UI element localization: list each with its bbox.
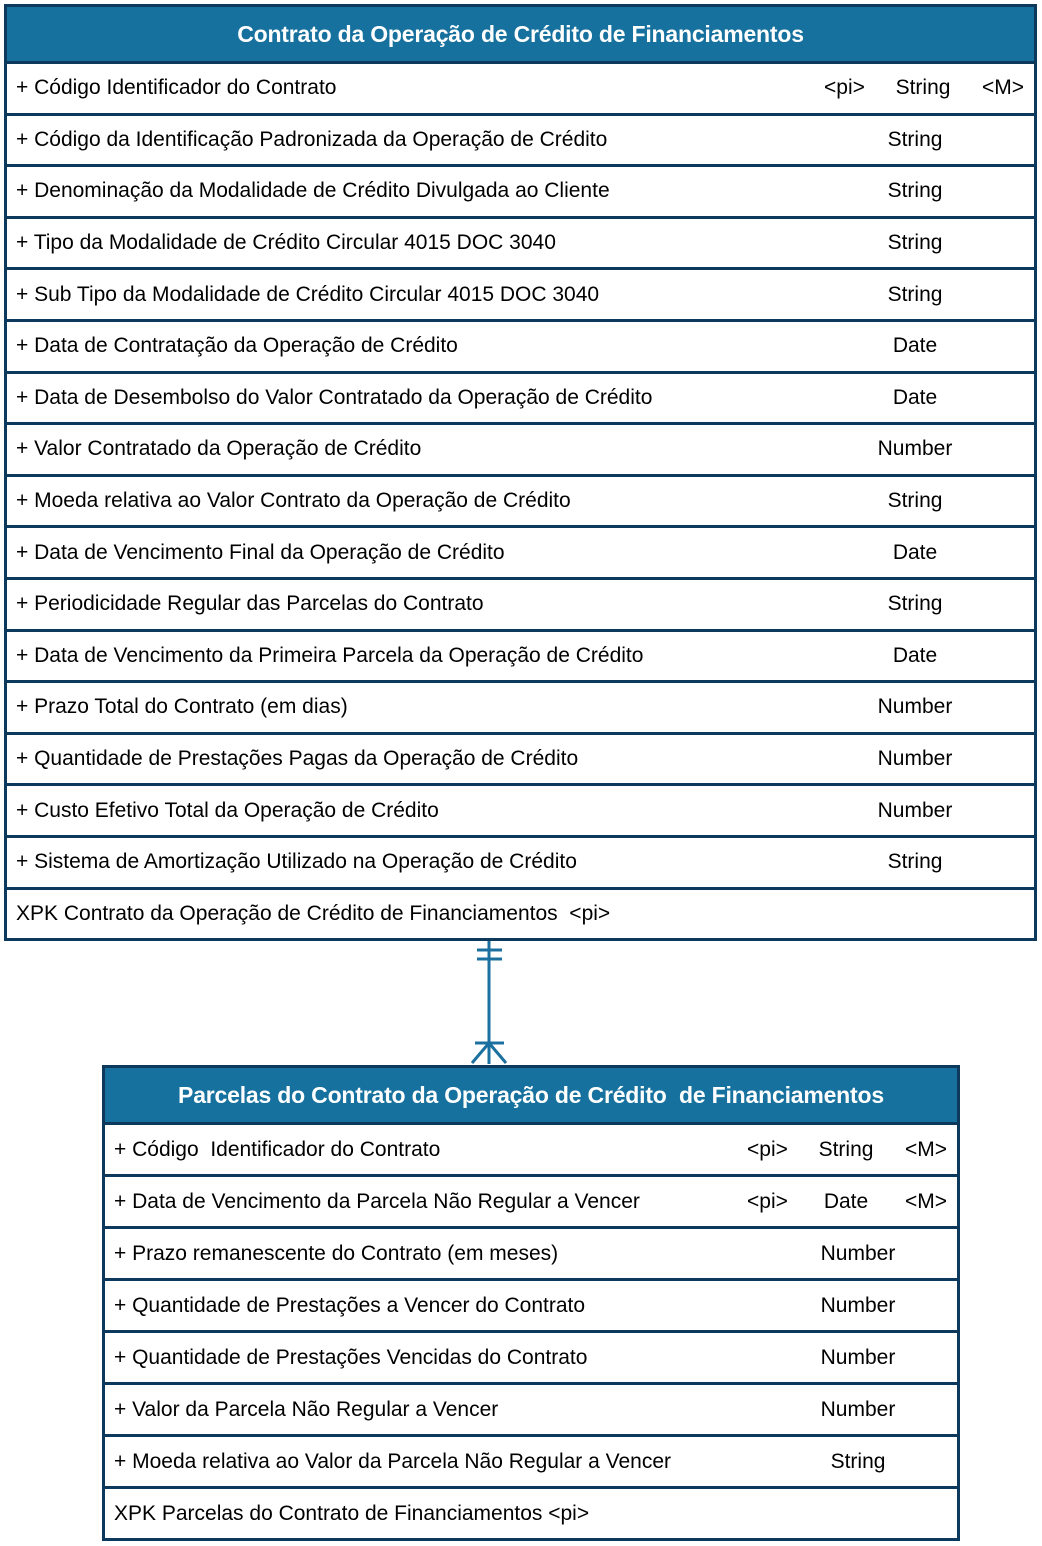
mandatory-tag: <M> [904,1189,947,1213]
attribute-row [7,319,1034,371]
attribute-name: + Data de Contratação da Operação de Crédito [16,334,458,358]
attribute-name: + Sistema de Amortização Utilizado na Operação de Crédito [16,850,577,874]
attribute-name: + Sub Tipo da Modalidade de Crédito Circular 4015 DOC 3040 [16,282,600,306]
attribute-name: + Data de Vencimento Final da Operação de Crédito [16,540,505,564]
mandatory-tag: <M> [981,76,1024,100]
attribute-name: + Quantidade de Prestações Vencidas do Contrato [114,1345,588,1369]
attribute-row [105,1330,957,1382]
attribute-name: + Custo Efetivo Total da Operação de Crédito [16,798,439,822]
attribute-name: + Quantidade de Prestações Pagas da Operação de Crédito [16,747,579,771]
entity-title: Contrato da Operação de Crédito de Financiamentos [7,7,1034,61]
cardinality-many-crow-foot-icon [472,1043,506,1063]
attribute-type-group [824,76,1034,100]
attribute-row [105,1226,957,1278]
attribute-type: String [887,850,943,874]
entity-parcelas-contrato[interactable] [102,1065,960,1541]
attribute-type: String [818,1137,874,1161]
primary-key-label: XPK Contrato da Operação de Crédito de Financiamentos <pi> [16,901,611,925]
attribute-type: String [887,179,943,203]
attribute-name: + Prazo Total do Contrato (em dias) [16,695,348,719]
attribute-name: + Data de Desembolso do Valor Contratado da Operação de Crédito [16,385,653,409]
attribute-row [105,1278,957,1330]
entity-title: Parcelas do Contrato da Operação de Crédito de Financiamentos [105,1068,957,1122]
attribute-row [7,577,1034,629]
attribute-row [7,680,1034,732]
attribute-row [7,113,1034,165]
attribute-name: + Valor Contratado da Operação de Crédito [16,437,422,461]
attribute-name: + Data de Vencimento da Parcela Não Regular a Vencer [114,1189,640,1213]
attribute-name: + Tipo da Modalidade de Crédito Circular 4015 DOC 3040 [16,231,556,255]
attribute-row [7,474,1034,526]
attribute-row [7,732,1034,784]
entity-contrato-operacao-credito[interactable] [4,4,1037,941]
attribute-row [7,216,1034,268]
attribute-row [7,422,1034,474]
attribute-type: String [887,592,943,616]
attribute-type: String [887,282,943,306]
pi-tag: <pi> [824,76,865,100]
attribute-row [7,525,1034,577]
attribute-type: Number [877,747,953,771]
attribute-type: Date [892,540,938,564]
attribute-row [7,783,1034,835]
attribute-type: String [887,489,943,513]
attribute-name: + Código Identificador do Contrato [114,1137,441,1161]
primary-key-label: XPK Parcelas do Contrato de Financiamentos <pi> [114,1501,590,1525]
attribute-name: + Periodicidade Regular das Parcelas do Contrato [16,592,484,616]
attribute-type: String [895,76,951,100]
attribute-row [105,1382,957,1434]
mandatory-tag: <M> [904,1137,947,1161]
attribute-type-group [747,1190,957,1214]
attribute-type: Number [877,798,953,822]
pi-tag: <pi> [747,1137,788,1161]
attribute-type: Number [820,1345,896,1369]
attribute-type: String [887,127,943,151]
attribute-type: Number [820,1293,896,1317]
attribute-type: Number [877,695,953,719]
attribute-type: String [830,1449,886,1473]
attribute-name: + Código da Identificação Padronizada da Operação de Crédito [16,127,608,151]
attribute-type: Date [892,385,938,409]
attribute-name: + Código Identificador do Contrato [16,76,337,100]
cardinality-one-double-tick-icon [477,950,502,959]
attribute-name: + Prazo remanescente do Contrato (em meses) [114,1241,559,1265]
pi-tag: <pi> [747,1189,788,1213]
attribute-name: + Quantidade de Prestações a Vencer do Contrato [114,1293,586,1317]
attribute-row [7,371,1034,423]
attribute-type-group [747,1138,957,1162]
attribute-type: String [887,231,943,255]
attribute-name: + Data de Vencimento da Primeira Parcela da Operação de Crédito [16,643,644,667]
attribute-type: Number [820,1241,896,1265]
attribute-row [7,61,1034,113]
attribute-type: Date [892,643,938,667]
attribute-row [7,164,1034,216]
primary-key-row [105,1486,957,1538]
primary-key-row [7,887,1034,939]
attribute-name: + Valor da Parcela Não Regular a Vencer [114,1397,499,1421]
attribute-type: Date [823,1189,869,1213]
attribute-row [105,1122,957,1174]
attribute-name: + Moeda relativa ao Valor Contrato da Operação de Crédito [16,489,571,513]
attribute-row [7,267,1034,319]
attribute-type: Number [820,1397,896,1421]
attribute-name: + Moeda relativa ao Valor da Parcela Não Regular a Vencer [114,1449,672,1473]
attribute-row [105,1434,957,1486]
attribute-type: Date [892,334,938,358]
attribute-row [7,629,1034,681]
attribute-type: Number [877,437,953,461]
attribute-row [7,835,1034,887]
attribute-name: + Denominação da Modalidade de Crédito Divulgada ao Cliente [16,179,610,203]
attribute-row [105,1174,957,1226]
